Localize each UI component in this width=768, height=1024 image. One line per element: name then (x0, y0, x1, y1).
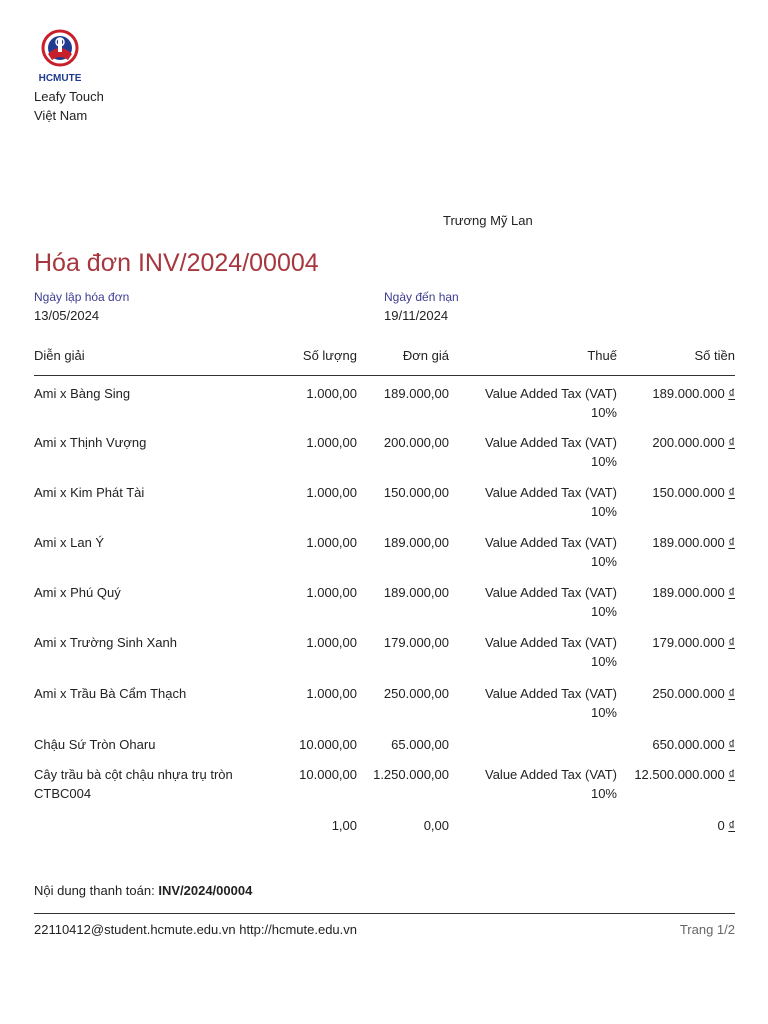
payment-label: Nội dung thanh toán: (34, 883, 155, 898)
due-date-label: Ngày đến hạn (384, 290, 459, 304)
table-row (34, 625, 735, 676)
row-quantity: 1.000,00 (306, 484, 357, 500)
row-tax (449, 525, 617, 575)
row-tax (449, 376, 617, 425)
row-tax (449, 425, 617, 475)
invoice-date-label: Ngày lập hóa đơn (34, 290, 130, 304)
row-description: Ami x Lan Ý (34, 534, 105, 550)
row-tax-name: Value Added Tax (VAT) (485, 434, 617, 450)
row-tax-rate: 10% (590, 653, 617, 669)
header-description: Diễn giải (34, 348, 274, 376)
table-row (34, 676, 735, 727)
currency-symbol: ₫ (728, 766, 735, 782)
row-description (34, 808, 274, 858)
header-tax: Thuế (449, 348, 617, 376)
row-quantity: 10.000,00 (299, 736, 357, 752)
row-amount-value: 250.000.000 (652, 685, 725, 701)
table-row (34, 757, 735, 808)
row-description: Ami x Trầu Bà Cẩm Thạch (34, 685, 187, 701)
row-quantity: 1.000,00 (306, 634, 357, 650)
currency-symbol: ₫ (728, 434, 735, 450)
row-amount-value: 189.000.000 (652, 386, 725, 401)
row-tax-rate: 10% (590, 603, 617, 619)
row-tax-rate: 10% (590, 453, 617, 469)
row-amount (617, 376, 735, 425)
row-quantity: 1.000,00 (306, 534, 357, 550)
currency-symbol: ₫ (728, 484, 735, 500)
row-amount (617, 575, 735, 625)
row-tax (449, 757, 617, 808)
invoice-title: Hóa đơn INV/2024/00004 (34, 249, 319, 277)
row-tax (449, 808, 617, 858)
row-unit-price: 0,00 (423, 817, 449, 833)
row-tax (449, 625, 617, 676)
row-amount-value: 179.000.000 (652, 634, 725, 650)
row-unit-price: 150.000,00 (383, 484, 449, 500)
table-row (34, 575, 735, 625)
currency-symbol: ₫ (728, 584, 735, 600)
row-tax-name: Value Added Tax (VAT) (485, 534, 617, 550)
currency-symbol: ₫ (728, 534, 735, 550)
row-quantity: 1,00 (331, 817, 357, 833)
row-amount-value: 200.000.000 (652, 434, 725, 450)
table-row (34, 475, 735, 525)
row-amount (617, 808, 735, 858)
payment-reference-value: INV/2024/00004 (158, 883, 253, 898)
currency-symbol: ₫ (728, 386, 735, 401)
row-amount-value: 189.000.000 (652, 584, 725, 600)
header-unit-price: Đơn giá (357, 348, 449, 376)
row-unit-price: 189.000,00 (383, 386, 449, 401)
company-country: Việt Nam (34, 108, 88, 123)
header-amount: Số tiền (617, 348, 735, 376)
row-quantity: 1.000,00 (306, 685, 357, 701)
row-description: Chậu Sứ Tròn Oharu (34, 736, 156, 752)
table-row (34, 808, 735, 858)
row-description: Ami x Thịnh Vượng (34, 434, 147, 450)
table-header-row (34, 348, 735, 376)
row-amount (617, 625, 735, 676)
row-amount (617, 425, 735, 475)
page-number: Trang 1/2 (679, 922, 735, 937)
row-tax-name: Value Added Tax (VAT) (485, 766, 617, 782)
row-tax-name: Value Added Tax (VAT) (485, 386, 617, 401)
company-name: Leafy Touch (34, 89, 104, 104)
row-unit-price: 189.000,00 (383, 584, 449, 600)
customer-name: Trương Mỹ Lan (443, 213, 533, 228)
row-description: Ami x Trường Sinh Xanh (34, 634, 177, 650)
row-amount-value: 12.500.000.000 (634, 766, 725, 782)
row-tax (449, 676, 617, 727)
row-amount-value: 0 (717, 817, 725, 833)
currency-symbol: ₫ (728, 634, 735, 650)
logo-text: HCMUTE (38, 73, 82, 84)
table-row (34, 425, 735, 475)
currency-symbol: ₫ (728, 736, 735, 752)
footer-contact: 22110412@student.hcmute.edu.vn http://hcmute.edu.vn (34, 922, 358, 937)
footer-divider (34, 913, 735, 914)
row-quantity: 1.000,00 (306, 386, 357, 401)
row-tax (449, 575, 617, 625)
row-tax-name: Value Added Tax (VAT) (485, 584, 617, 600)
header-quantity: Số lượng (274, 348, 357, 376)
currency-symbol: ₫ (728, 817, 735, 833)
currency-symbol: ₫ (728, 685, 735, 701)
row-amount-value: 150.000.000 (652, 484, 725, 500)
row-unit-price: 179.000,00 (383, 634, 449, 650)
row-unit-price: 65.000,00 (391, 736, 449, 752)
row-amount (617, 475, 735, 525)
row-unit-price: 250.000,00 (383, 685, 449, 701)
table-row (34, 376, 735, 425)
row-tax-rate: 10% (590, 704, 617, 720)
row-tax-name: Value Added Tax (VAT) (485, 484, 617, 500)
table-row (34, 525, 735, 575)
payment-reference (34, 883, 252, 898)
row-unit-price: 200.000,00 (383, 434, 449, 450)
row-description: Cây trầu bà cột chậu nhựa trụ tròn CTBC004 (34, 766, 233, 801)
row-quantity: 10.000,00 (299, 766, 357, 782)
row-unit-price: 189.000,00 (383, 534, 449, 550)
row-tax (449, 727, 617, 757)
invoice-lines-table (34, 348, 735, 858)
company-logo (34, 28, 86, 86)
table-row (34, 727, 735, 757)
row-tax (449, 475, 617, 525)
row-tax-rate: 10% (590, 553, 617, 569)
row-quantity: 1.000,00 (306, 584, 357, 600)
row-tax-rate: 10% (590, 785, 617, 801)
row-description: Ami x Bàng Sing (34, 386, 131, 401)
row-description: Ami x Phú Quý (34, 584, 121, 600)
row-tax-rate: 10% (590, 405, 617, 420)
row-amount-value: 189.000.000 (652, 534, 725, 550)
invoice-date-value: 13/05/2024 (34, 308, 100, 323)
row-tax-rate: 10% (590, 503, 617, 519)
row-tax-name: Value Added Tax (VAT) (485, 685, 617, 701)
row-amount (617, 525, 735, 575)
row-amount (617, 757, 735, 808)
row-quantity: 1.000,00 (306, 434, 357, 450)
row-tax-name: Value Added Tax (VAT) (485, 634, 617, 650)
row-description: Ami x Kim Phát Tài (34, 484, 145, 500)
due-date-value: 19/11/2024 (384, 308, 449, 323)
row-amount (617, 727, 735, 757)
row-amount-value: 650.000.000 (652, 736, 725, 752)
row-amount (617, 676, 735, 727)
row-unit-price: 1.250.000,00 (373, 766, 449, 782)
